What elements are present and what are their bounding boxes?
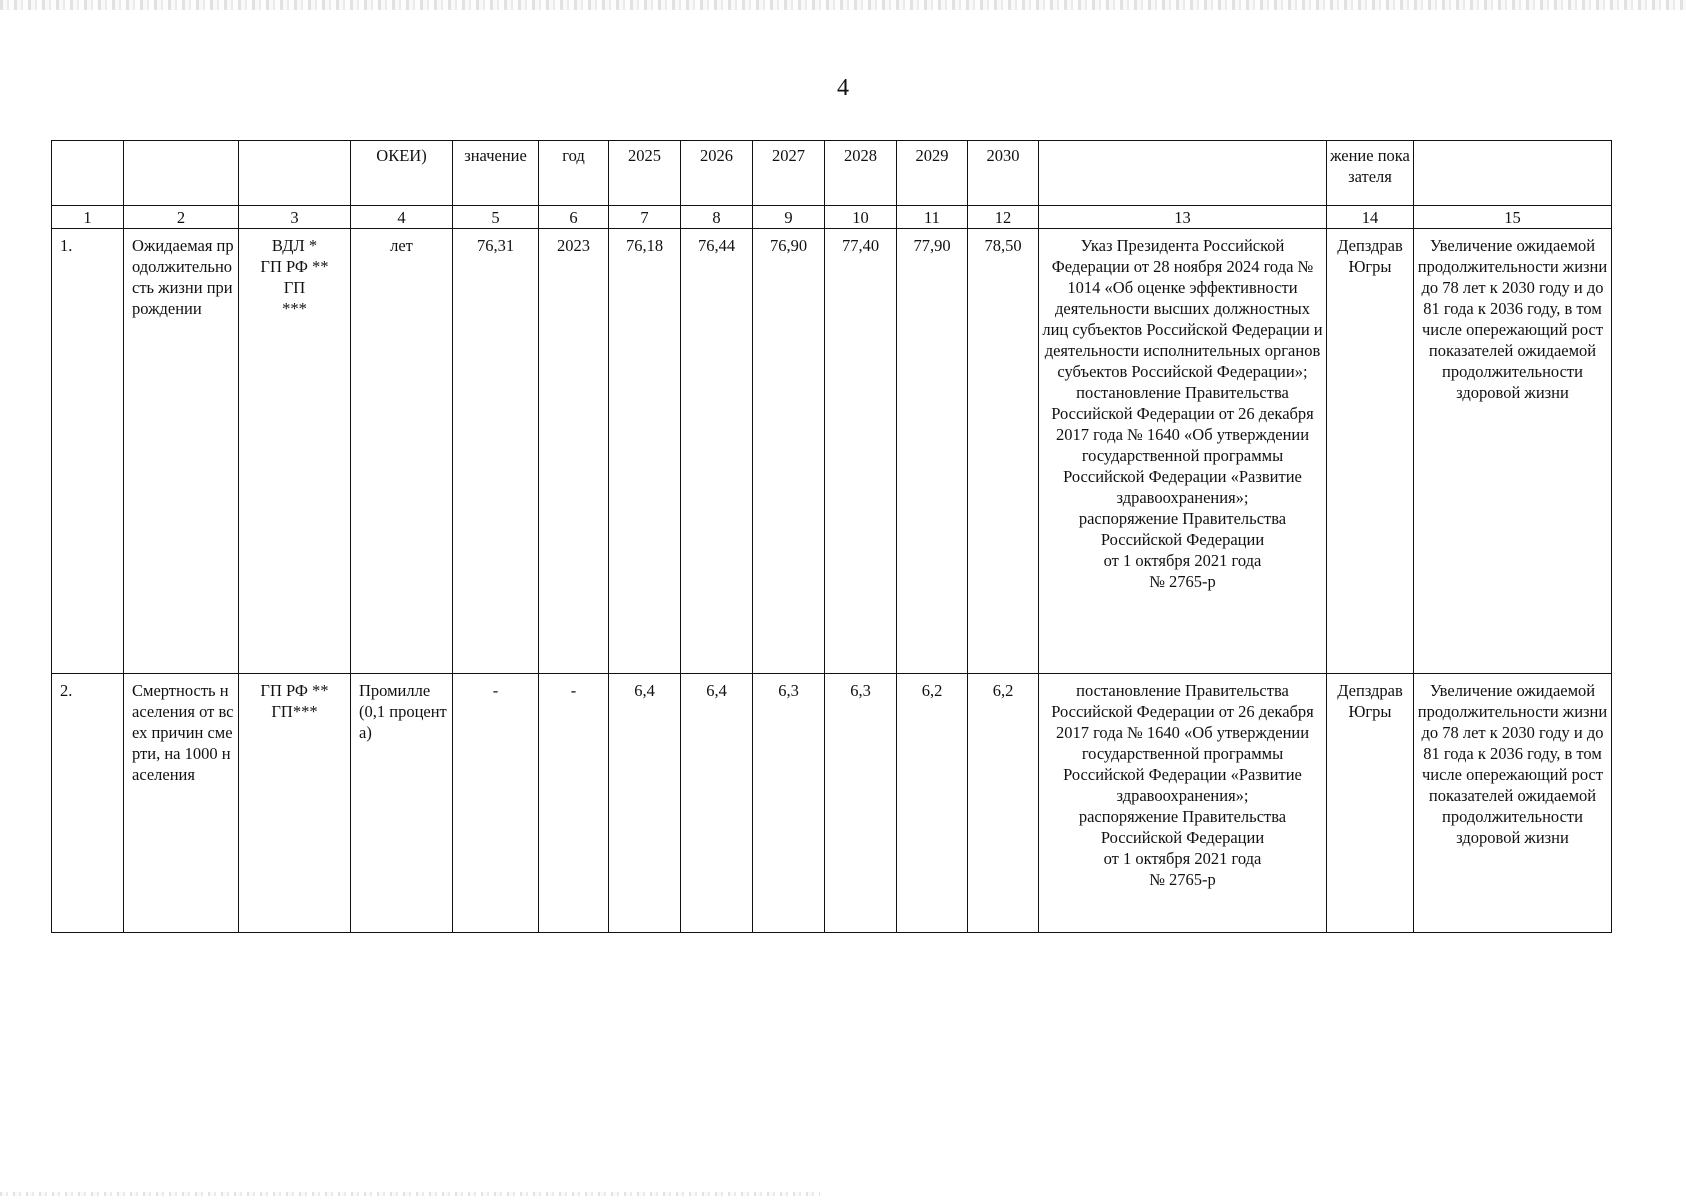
unit: Промилле (0,1 процента) [351,674,453,933]
table-row [52,674,1612,933]
base-value: - [453,674,539,933]
value-2027: 6,3 [753,674,825,933]
indicators-table [51,140,1612,933]
header-cell: значение [453,141,539,206]
header-cell [239,141,351,206]
header-row [52,141,1612,206]
value-2030: 78,50 [968,229,1039,674]
column-number: 13 [1039,206,1327,229]
header-cell: год [539,141,609,206]
column-number: 1 [52,206,124,229]
table-row [52,229,1612,674]
column-number: 9 [753,206,825,229]
page-number: 4 [837,75,849,101]
column-number-row [52,206,1612,229]
column-number: 11 [897,206,968,229]
column-number: 4 [351,206,453,229]
column-number: 6 [539,206,609,229]
value-2026: 76,44 [681,229,753,674]
indicator-name: Ожидаемая продолжительность жизни при рождении [124,229,239,674]
value-2028: 6,3 [825,674,897,933]
legal-documents: Указ Президента Российской Федерации от 28 ноября 2024 года № 1014 «Об оценке эффективности деятельности высших должностных лиц субъектов Российской Федерации и деятельности исполнительных органов субъектов Российской Федерации»; постановление Правительства Российской Федерации от 26 декабря 2017 года № 1640 «Об утверждении государственной программы Российской Федерации «Развитие здравоохранения»; распоряжение Правительства Российской Федерации от 1 октября 2021 года № 2765-р [1039,229,1327,674]
column-number: 7 [609,206,681,229]
base-year: 2023 [539,229,609,674]
row-number: 1. [52,229,124,674]
header-cell: 2025 [609,141,681,206]
column-number: 5 [453,206,539,229]
header-cell: 2030 [968,141,1039,206]
header-cell: 2026 [681,141,753,206]
unit: лет [351,229,453,674]
column-number: 8 [681,206,753,229]
national-goal-link: Увеличение ожидаемой продолжительности жизни до 78 лет к 2030 году и до 81 года к 2036 году, в том числе опережающий рост показателей ожидаемой продолжительности здоровой жизни [1414,674,1612,933]
column-number: 12 [968,206,1039,229]
row-number: 2. [52,674,124,933]
header-cell [124,141,239,206]
indicator-level: ВДЛ * ГП РФ ** ГП *** [239,229,351,674]
scan-edge-bottom [0,1192,820,1196]
legal-documents: постановление Правительства Российской Федерации от 26 декабря 2017 года № 1640 «Об утверждении государственной программы Российской Федерации «Развитие здравоохранения»; распоряжение Правительства Российской Федерации от 1 октября 2021 года № 2765-р [1039,674,1327,933]
responsible-body: Депздрав Югры [1327,674,1414,933]
header-cell: 2028 [825,141,897,206]
base-year: - [539,674,609,933]
national-goal-link: Увеличение ожидаемой продолжительности жизни до 78 лет к 2030 году и до 81 года к 2036 году, в том числе опережающий рост показателей ожидаемой продолжительности здоровой жизни [1414,229,1612,674]
header-cell: ОКЕИ) [351,141,453,206]
value-2025: 76,18 [609,229,681,674]
column-number: 15 [1414,206,1612,229]
header-cell [1414,141,1612,206]
header-cell: жение показателя [1327,141,1414,206]
column-number: 10 [825,206,897,229]
base-value: 76,31 [453,229,539,674]
header-cell [52,141,124,206]
indicator-level: ГП РФ ** ГП*** [239,674,351,933]
column-number: 3 [239,206,351,229]
indicator-name: Смертность населения от всех причин смерти, на 1000 населения [124,674,239,933]
header-cell: 2029 [897,141,968,206]
header-cell [1039,141,1327,206]
scan-edge-top [0,0,1686,10]
column-number: 2 [124,206,239,229]
value-2029: 6,2 [897,674,968,933]
column-number: 14 [1327,206,1414,229]
value-2030: 6,2 [968,674,1039,933]
value-2029: 77,90 [897,229,968,674]
header-cell: 2027 [753,141,825,206]
value-2028: 77,40 [825,229,897,674]
responsible-body: Депздрав Югры [1327,229,1414,674]
value-2026: 6,4 [681,674,753,933]
value-2025: 6,4 [609,674,681,933]
value-2027: 76,90 [753,229,825,674]
